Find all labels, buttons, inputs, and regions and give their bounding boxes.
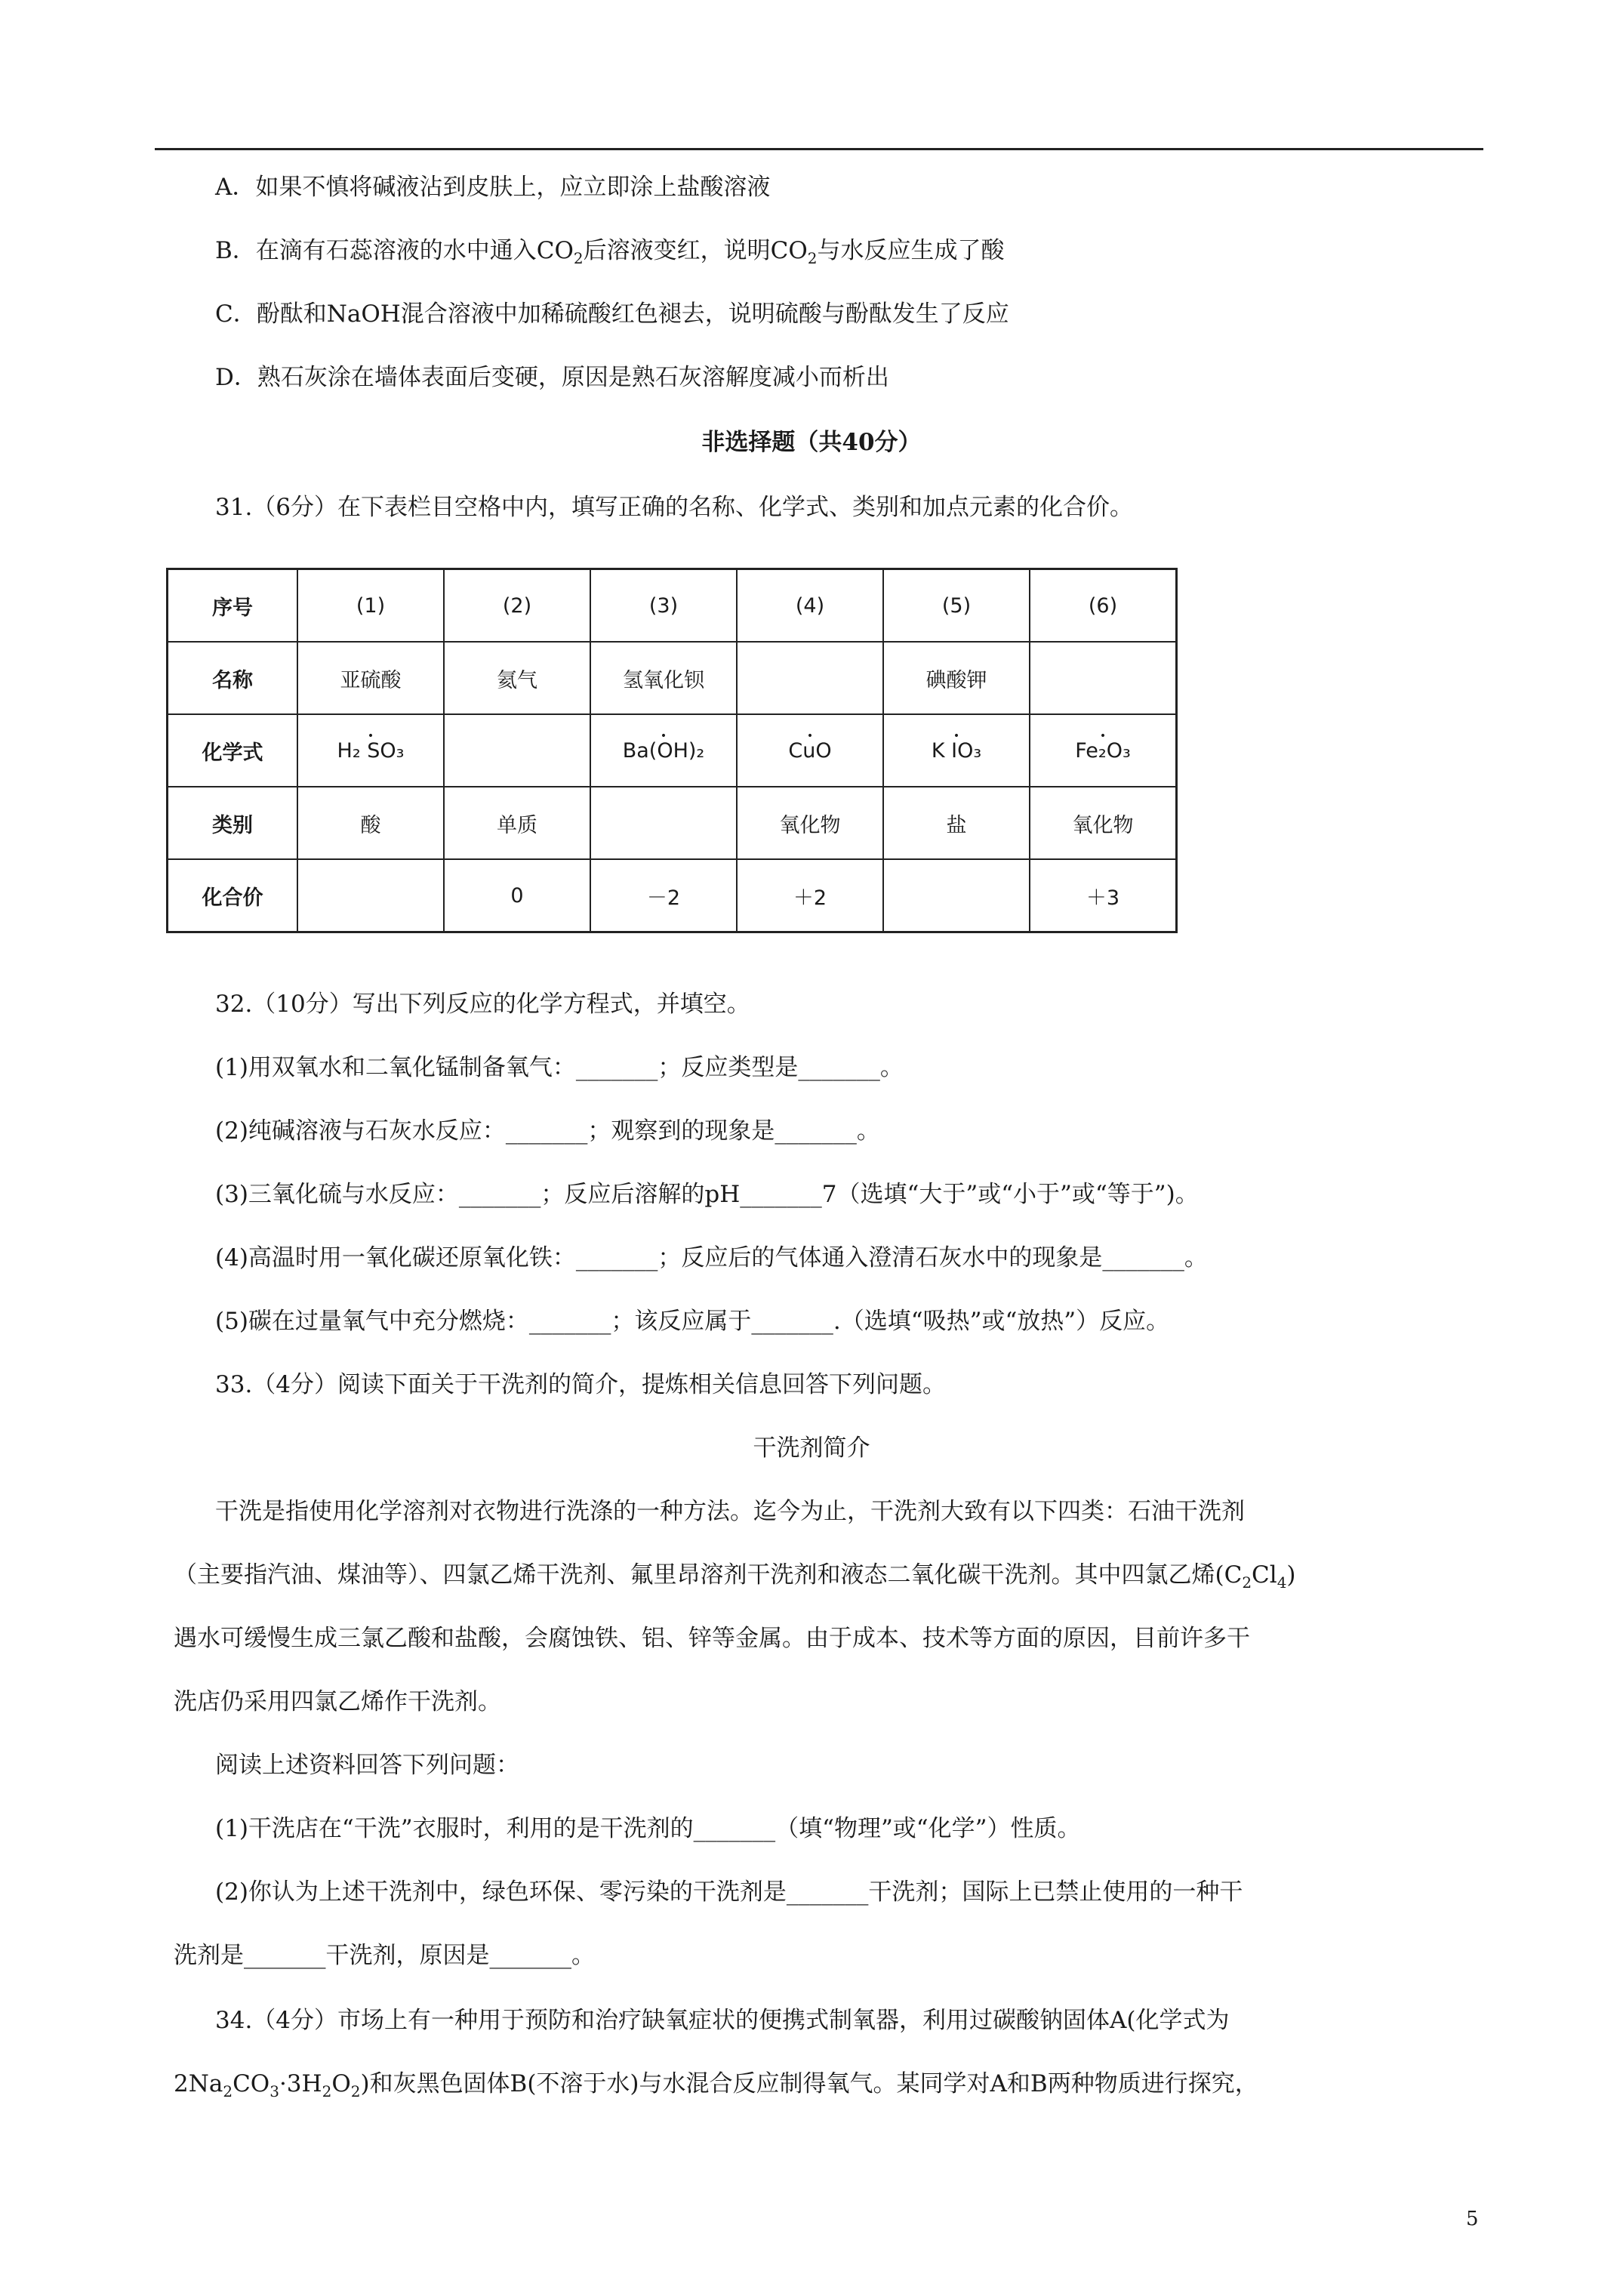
table-row: [168, 787, 1177, 859]
option-a: A．如果不慎将碱液沾到皮肤上，应立即涂上盐酸溶液: [215, 174, 771, 201]
table-cell: 氧化物: [1030, 787, 1177, 859]
table-cell: 碘酸钾: [883, 642, 1030, 714]
q33-item-2: (2)你认为上述干洗剂中，绿色环保、零污染的干洗剂是_______干洗剂；国际上已禁止使用的一种干: [215, 1878, 1243, 1906]
q32-item-5: (5)碳在过量氧气中充分燃烧：_______；该反应属于_______.（选填“吸热”或“放热”）反应。: [215, 1308, 1170, 1335]
table-cell: CuO •: [737, 714, 883, 787]
table-cell: ＋2: [737, 859, 883, 932]
table-cell: Fe₂O₃ •: [1030, 714, 1177, 787]
table-cell: (1): [297, 569, 444, 643]
table-header-row: [168, 569, 1177, 643]
table-cell: [883, 859, 1030, 932]
table-cell: 亚硫酸: [297, 642, 444, 714]
table-cell: 序号: [168, 569, 298, 643]
q33-item-1: (1)干洗店在“干洗”衣服时，利用的是干洗剂的_______（填“物理”或“化学”）性质。: [215, 1815, 1081, 1842]
table-cell: 0: [444, 859, 590, 932]
table-row: [168, 859, 1177, 932]
table-cell: (6): [1030, 569, 1177, 643]
table-cell: 单质: [444, 787, 590, 859]
table-cell: K IO₃ •: [883, 714, 1030, 787]
table-cell: [1030, 642, 1177, 714]
passage-line-1: 干洗是指使用化学溶剂对衣物进行洗涤的一种方法。迄今为止，干洗剂大致有以下四类：石油干洗剂: [215, 1498, 1245, 1525]
q32-stem: 32.（10分）写出下列反应的化学方程式，并填空。: [215, 991, 750, 1018]
table-cell: H₂ SO₃ •: [297, 714, 444, 787]
q32-item-1: (1)用双氧水和二氧化锰制备氧气：_______；反应类型是_______。: [215, 1054, 904, 1081]
table-cell: (2): [444, 569, 590, 643]
passage-line-3: 遇水可缓慢生成三氯乙酸和盐酸，会腐蚀铁、铝、锌等金属。由于成本、技术等方面的原因，目前许多干: [174, 1625, 1250, 1652]
passage-line-2: （主要指汽油、煤油等）、四氯乙烯干洗剂、氟里昂溶剂干洗剂和液态二氧化碳干洗剂。其中四氯乙烯$(C_2Cl_4)$: [174, 1561, 1296, 1592]
table-cell: (4): [737, 569, 883, 643]
q33-stem: 33.（4分）阅读下面关于干洗剂的简介，提炼相关信息回答下列问题。: [215, 1371, 947, 1398]
table-cell: (5): [883, 569, 1030, 643]
passage-line-4: 洗店仍采用四氯乙烯作干洗剂。: [174, 1688, 501, 1715]
header-rule: [155, 148, 1483, 150]
table-cell: ＋3: [1030, 859, 1177, 932]
option-b: B．在滴有石蕊溶液的水中通入$CO_2$后溶液变红，说明$CO_2$与水反应生成了酸: [215, 237, 1005, 268]
table-cell: [590, 787, 737, 859]
table-row: [168, 642, 1177, 714]
option-c: C．酚酞和NaOH混合溶液中加稀硫酸红色褪去，说明硫酸与酚酞发生了反应: [215, 300, 1009, 328]
q31-stem: 31.（6分）在下表栏目空格中内，填写正确的名称、化学式、类别和加点元素的化合价。: [215, 494, 1134, 521]
table-cell: －2: [590, 859, 737, 932]
table-cell: [737, 642, 883, 714]
q32-item-4: (4)高温时用一氧化碳还原氧化铁：_______；反应后的气体通入澄清石灰水中的现象是_______。: [215, 1244, 1208, 1271]
table-row: [168, 714, 1177, 787]
q34-line-1: 34.（4分）市场上有一种用于预防和治疗缺氧症状的便携式制氧器，利用过碳酸钠固体A(化学式为: [215, 2007, 1230, 2034]
table-cell: 酸: [297, 787, 444, 859]
table-cell: Ba(OH)₂ •: [590, 714, 737, 787]
q32-item-3: (3)三氧化硫与水反应：_______；反应后溶解的pH_______7（选填“大于”或“小于”或“等于”)。: [215, 1181, 1199, 1208]
table-cell: 化合价: [168, 859, 298, 932]
passage-title: 干洗剂简介: [753, 1435, 870, 1462]
table-cell: 氢氧化钡: [590, 642, 737, 714]
table-cell: (3): [590, 569, 737, 643]
table-cell: [297, 859, 444, 932]
table-cell: [444, 714, 590, 787]
table-cell: 名称: [168, 642, 298, 714]
q34-line-2: $2Na_2CO_3\cdot 3H_2O_2$)和灰黑色固体B(不溶于水)与水混合反应制得氧气。某同学对A和B两种物质进行探究，: [174, 2070, 1258, 2101]
table-cell: 盐: [883, 787, 1030, 859]
table-cell: 氧化物: [737, 787, 883, 859]
table-cell: 化学式: [168, 714, 298, 787]
table-cell: 类别: [168, 787, 298, 859]
q33-prompt: 阅读上述资料回答下列问题：: [215, 1752, 519, 1779]
page-number: 5: [1466, 2208, 1479, 2230]
q33-item-2-cont: 洗剂是_______干洗剂，原因是_______。: [174, 1942, 595, 1969]
table-cell: 氦气: [444, 642, 590, 714]
q31-table: [166, 568, 1178, 933]
section-title: 非选择题（共40分）: [701, 429, 922, 456]
option-d: D．熟石灰涂在墙体表面后变硬，原因是熟石灰溶解度减小而析出: [215, 364, 889, 391]
q32-item-2: (2)纯碱溶液与石灰水反应：_______；观察到的现象是_______。: [215, 1117, 880, 1145]
